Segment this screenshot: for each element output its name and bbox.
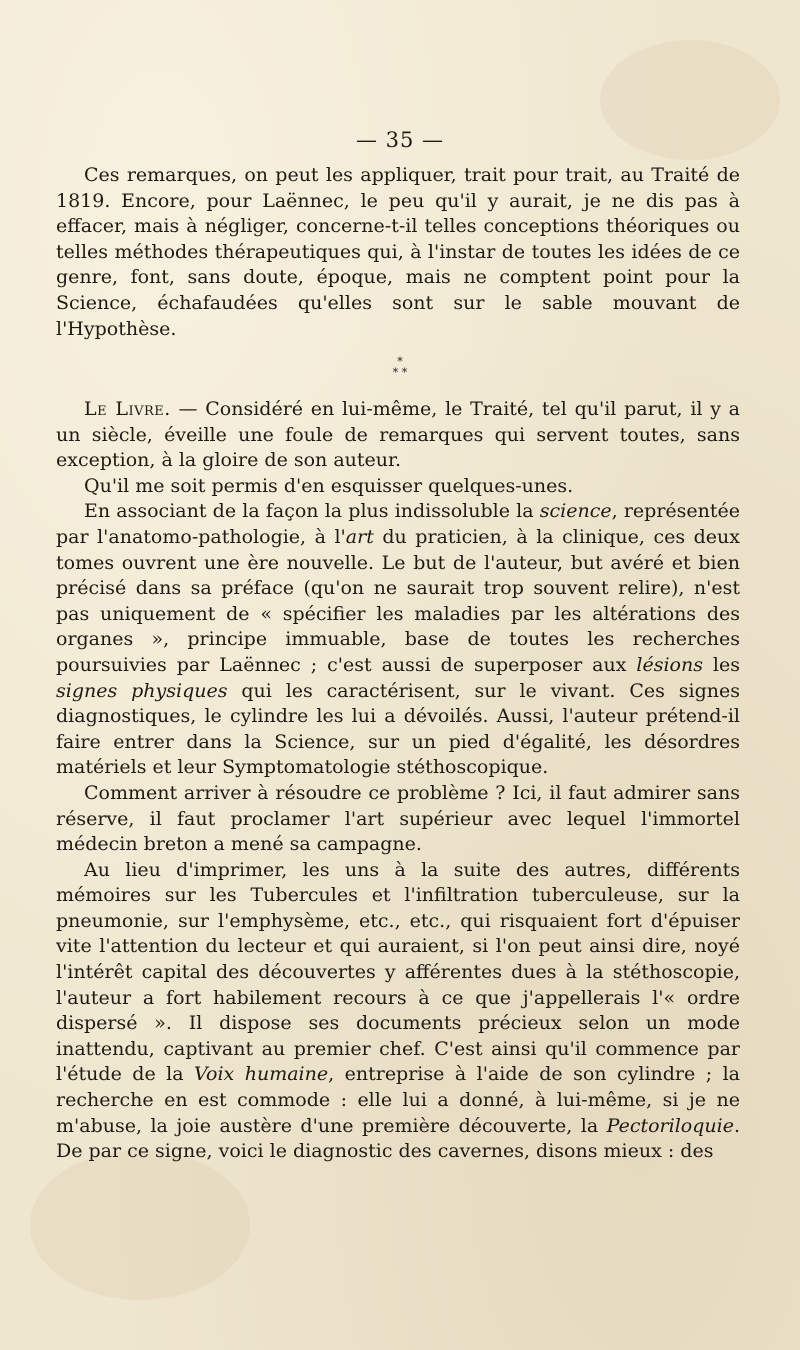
italic-term: science xyxy=(539,500,612,523)
asterism-top: * xyxy=(397,355,403,368)
paragraph: Ces remarques, on peut les appliquer, trait pour trait, au Traité de 1819. Encore, pour Laënnec, le peu qu'il y aurait, je ne dis pas à effacer, mais à négliger, concerne-t-il telles conceptions théoriques ou telles méthodes thérapeutiques qui, à l'instar de toutes les idées de ce genre, font, sans doute, époque, mais ne comptent point pour la Science, échafaudées qu'elles sont sur le sable mouvant de l'Hypothèse. xyxy=(56,164,740,340)
page-number: — 35 — xyxy=(355,128,445,152)
text-block-main xyxy=(56,397,740,1165)
italic-term: art xyxy=(345,525,374,548)
text-run: , entreprise à l'aide de son cylindre ; la recherche en est commode : elle lui a donné, à lui-même, si je ne m'abuse, la joie austère d'une première découverte, la xyxy=(56,1063,740,1137)
asterism xyxy=(0,356,800,378)
paper-stain xyxy=(30,1150,250,1300)
text-run: du praticien, à la clinique, ces deux tomes ouvrent une ère nouvelle. Le but de l'auteur, but avéré et bien précisé dans sa préface (qu'on ne saurait trop souvent relire), n'est pas uniquement de « spécifier les maladies par les altérations des organes », principe immuable, base de toutes les recherches poursuivies par Laënnec ; c'est aussi de superposer aux xyxy=(56,525,740,676)
italic-term: lésions xyxy=(636,653,703,676)
paragraph xyxy=(56,397,740,474)
italic-term: signes physiques xyxy=(56,679,228,702)
italic-term: Pectoriloquie xyxy=(606,1114,734,1137)
paragraph-text: — Considéré en lui-même, le Traité, tel qu'il parut, il y a un siècle, éveille une foule de remarques qui servent toutes, sans exception, à la gloire de son auteur. xyxy=(56,398,740,472)
text-run: . De par ce signe, voici le diagnostic des cavernes, disons mieux : des xyxy=(56,1114,740,1163)
paragraph: Comment arriver à résoudre ce problème ? Ici, il faut admirer sans réserve, il faut proclamer l'art supérieur avec lequel l'immortel médecin breton a mené sa campagne. xyxy=(56,781,740,856)
paragraph: Qu'il me soit permis d'en esquisser quelques-unes. xyxy=(84,474,574,497)
text-run: Au lieu d'imprimer, les uns à la suite des autres, différents mémoires sur les Tubercules et l'infiltration tuberculeuse, sur la pneumonie, sur l'emphysème, etc., etc., qui risquaient fort d'épuiser vite l'attention du lecteur et qui auraient, si l'on peut ainsi dire, noyé l'intérêt capital des découvertes y afférentes dues à la stéthoscopie, l'auteur a fort habilement recours à ce que j'appellerais l'« ordre dispersé ». Il dispose ses documents précieux selon un mode inattendu, captivant au premier chef. C'est ainsi qu'il commence par l'étude de la xyxy=(56,858,740,1086)
text-run: les xyxy=(702,653,740,676)
text-run: En associant de la façon la plus indissoluble la xyxy=(84,500,540,523)
text-run: , représentée par l'anatomo-pathologie, à l' xyxy=(56,500,741,548)
paragraph xyxy=(56,858,740,1165)
section-lead: Le Livre. xyxy=(84,398,171,420)
text-block-top xyxy=(56,163,740,342)
asterism-bottom: * * xyxy=(392,366,408,379)
text-run: qui les caractérisent, sur le vivant. Ces signes diagnostiques, le cylindre les lui a dévoilés. Aussi, l'auteur prétend-il faire entrer dans la Science, sur un pied d'égalité, les désordres matériels et leur Symptomatologie stéthoscopique. xyxy=(56,679,740,779)
paragraph xyxy=(56,499,740,781)
italic-term: Voix humaine xyxy=(194,1063,329,1086)
